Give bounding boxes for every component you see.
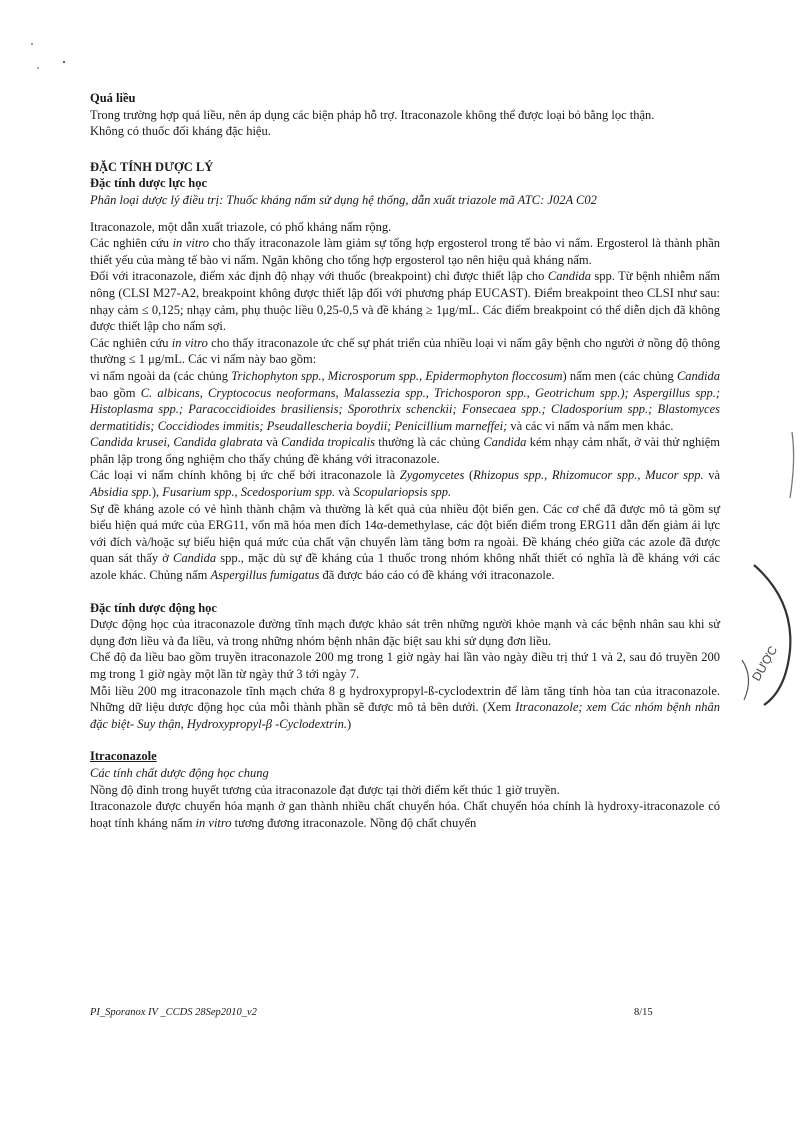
cyclodextrin-paragraph: Mỗi liều 200 mg itraconazole tĩnh mạch chứa 8 g hydroxypropyl-ß-cyclodextrin để làm tăng tính hòa tan của itraconazole. Những dữ liệu dược động học của mỗi thành phần sẽ được mô tả bên dưới. (Xem Itraconazole; xem Các nhóm bệnh nhân đặc biệt- Suy thận, Hydroxypropyl-β -Cyclodextrin.)	[90, 683, 720, 731]
candida-paragraph: Candida krusei, Candida glabrata và Candida tropicalis thường là các chủng Candida kém nhạy cảm nhất, ở vài thử nghiệm phân lập trong ống nghiệm cho thấy chúng đề kháng với itraconazole.	[90, 435, 720, 466]
in-vitro-paragraph: Các nghiên cứu in vitro cho thấy itraconazole ức chế sự phát triển của nhiều loại vi nấm gây bệnh cho người ở nồng độ thông thường ≤ 1 μg/mL. Các vi nấm này bao gồm:	[90, 335, 720, 367]
overdose-heading: Quá liều	[90, 91, 136, 105]
itraconazole-heading: Itraconazole	[90, 749, 157, 764]
general-pk-subheading: Các tính chất dược động học chung	[90, 765, 269, 780]
not-inhibited-paragraph: Các loại vi nấm chính không bị ức chế bởi itraconazole là Zygomycetes (Rhizopus spp., Rhizomucor spp., Mucor spp. và Absidia spp.), Fusarium spp., Scedosporium spp. và Scopulariopsis spp.	[90, 468, 721, 500]
stamp-fragment	[724, 560, 800, 710]
fungi-list-paragraph: vi nấm ngoài da (các chủng Trichophyton spp., Microsporum spp., Epidermophyton floccosum) nấm men (các chủng Candida bao gồm C. albicans, Cryptococus neoformans, Malassezia spp., Trichosporon spp., Geotrichum spp.); Aspergillus spp.; Histoplasma spp.; Paracoccidioides brasiliensis; Sporothrix schenckii; Fonsecaea spp.; Cladosporium spp.; Blastomyces dermatitidis; Coccidiodes immitis; Pseudallescheria boydii; Penicillium marneffei; và các vi nấm và nấm men khác.	[90, 368, 721, 433]
overdose-paragraph: Trong trường hợp quá liều, nên áp dụng các biện pháp hỗ trợ. Itraconazole không thể được loại bỏ bằng lọc thận.	[90, 107, 655, 122]
page-content	[90, 90, 720, 831]
svg-text:DƯỢC: DƯỢC	[749, 643, 781, 684]
spectrum-paragraph: Itraconazole, một dẫn xuất triazole, có phổ kháng nấm rộng.	[90, 219, 392, 234]
pharmacology-heading: ĐẶC TÍNH DƯỢC LÝ	[90, 159, 214, 174]
antidote-paragraph: Không có thuốc đối kháng đặc hiệu.	[90, 124, 271, 139]
pharmacokinetics-heading: Đặc tính dược động học	[90, 600, 217, 615]
document-id: PI_Sporanox IV _CCDS 28Sep2010_v2	[90, 1007, 257, 1018]
ergosterol-paragraph: Các nghiên cứu in vitro cho thấy itraconazole làm giảm sự tổng hợp ergosterol trong tế bào vi nấm. Ergosterol là thành phần thiết yếu của màng tế bào vi nấm. Ngăn không cho tổng hợp ergosterol tạo nên hiệu quả kháng nấm.	[90, 236, 720, 267]
atc-classification: Phân loại dược lý điều trị: Thuốc kháng nấm sử dụng hệ thống, dẫn xuất triazole mã ATC: J02A C02	[90, 192, 597, 207]
margin-scratch	[782, 430, 800, 500]
dosing-regimen-paragraph: Chế độ đa liều bao gồm truyền itraconazole 200 mg trong 1 giờ ngày hai lần vào ngày điều trị thứ 1 và 2, sau đó truyền 200 mg trong 1 giờ ngày một lần từ ngày thứ 3 tới ngày 7.	[90, 650, 720, 681]
metabolism-paragraph: Itraconazole được chuyển hóa mạnh ở gan thành nhiều chất chuyển hóa. Chất chuyển hóa chính là hydroxy-itraconazole có hoạt tính kháng nấm in vitro tương đương itraconazole. Nồng độ chất chuyển	[90, 799, 720, 830]
breakpoint-paragraph: Đối với itraconazole, điểm xác định độ nhạy với thuốc (breakpoint) chỉ được thiết lập cho Candida spp. Từ bệnh nhiễm nấm nông (CLSI M27-A2, breakpoint không được thiết lập đối với phương pháp EUCAST). Điểm breakpoint theo CLSI như sau: nhạy cảm ≤ 0,125; nhạy cảm, phụ thuộc liều 0,25-0,5 và đề kháng ≥ 1μg/mL. Các điểm breakpoint có thể diễn dịch đã không được thiết lập cho nấm sợi.	[90, 269, 720, 334]
resistance-paragraph: Sự đề kháng azole có vẻ hình thành chậm và thường là kết quả của nhiều đột biến gen. Các cơ chế đã được mô tả gồm sự biểu hiện quá mức của ERG11, vốn mã hóa men đích 14α-demethylase, các đột biến điểm trong ERG11 dẫn đến giảm ái lực với đích và/hoặc sự biểu hiện quá mức của chất vận chuyển làm tăng bơm ra ngoài. Đề kháng chéo giữa các azole đã được quan sát thấy ở Candida spp., mặc dù sự đề kháng của 1 thuốc trong nhóm không nhất thiết có nghĩa là đề kháng với các azole khác. Chủng nấm Aspergillus fumigatus đã được báo cáo có đề kháng với itraconazole.	[90, 501, 720, 583]
peak-concentration-paragraph: Nồng độ đỉnh trong huyết tương của itraconazole đạt được tại thời điểm kết thúc 1 giờ truyền.	[90, 782, 560, 797]
page-number: 8/15	[634, 1007, 653, 1018]
pk-study-paragraph: Dược động học của itraconazole đường tĩnh mạch được khảo sát trên những người khỏe mạnh và các bệnh nhân sau khi sử dụng đơn liều và đa liều, và trong những nhóm bệnh nhân đặc biệt sau khi sử dụng đơn liều.	[90, 617, 720, 648]
pharmacodynamics-heading: Đặc tính dược lực học	[90, 176, 208, 191]
scan-speck-top-left	[28, 40, 78, 80]
